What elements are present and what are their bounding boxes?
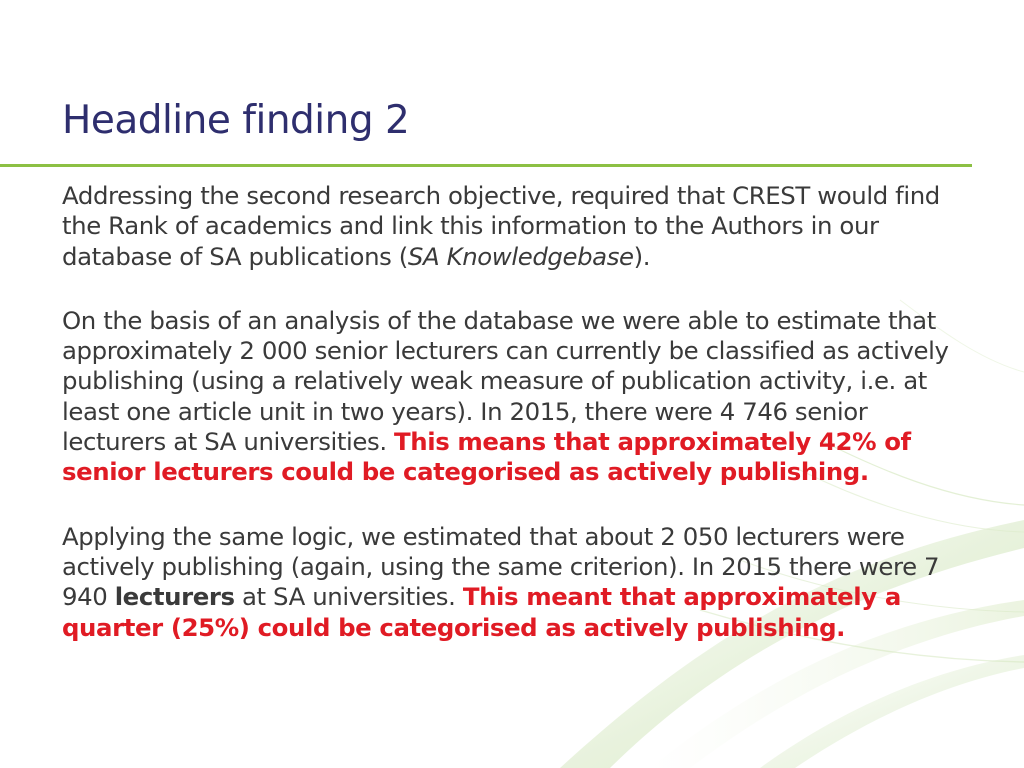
paragraph-senior-lecturers-text: On the basis of an analysis of the database we were able to estimate that approximately 2 000 senior lecturers can currently be classified as actively publishing (using a relatively weak measure of publication activity, i.e. at least one article unit in two years). In 2015, there were 4 746 senior lecturers at SA universities.	[62, 305, 949, 457]
slide-title: Headline finding 2	[62, 98, 410, 143]
paragraph-lecturers	[62, 522, 972, 643]
paragraph-senior-lecturers	[62, 306, 972, 488]
paragraph-objective-text-end: ).	[633, 241, 651, 271]
lecturers-bold-label: lecturers	[114, 582, 235, 612]
paragraph-objective	[62, 181, 972, 272]
slide-body	[62, 181, 972, 643]
title-divider	[0, 164, 972, 167]
paragraph-lecturers-text-end: at SA universities.	[234, 582, 463, 612]
senior-lecturers-highlight: This means that approximately 42% of senior lecturers could be categorised as actively publishing.	[62, 427, 911, 487]
lecturers-highlight: This meant that approximately a quarter (25%) could be categorised as actively publishing.	[62, 582, 901, 642]
paragraph-lecturers-text-start: Applying the same logic, we estimated that about 2 050 lecturers were actively publishing (again, using the same criterion). In 2015 there were 7 940	[62, 521, 940, 612]
sa-knowledgebase-label: SA Knowledgebase	[407, 241, 634, 271]
paragraph-objective-text-start: Addressing the second research objective, required that CREST would find the Rank of academics and link this information to the Authors in our database of SA publications (	[62, 181, 940, 271]
